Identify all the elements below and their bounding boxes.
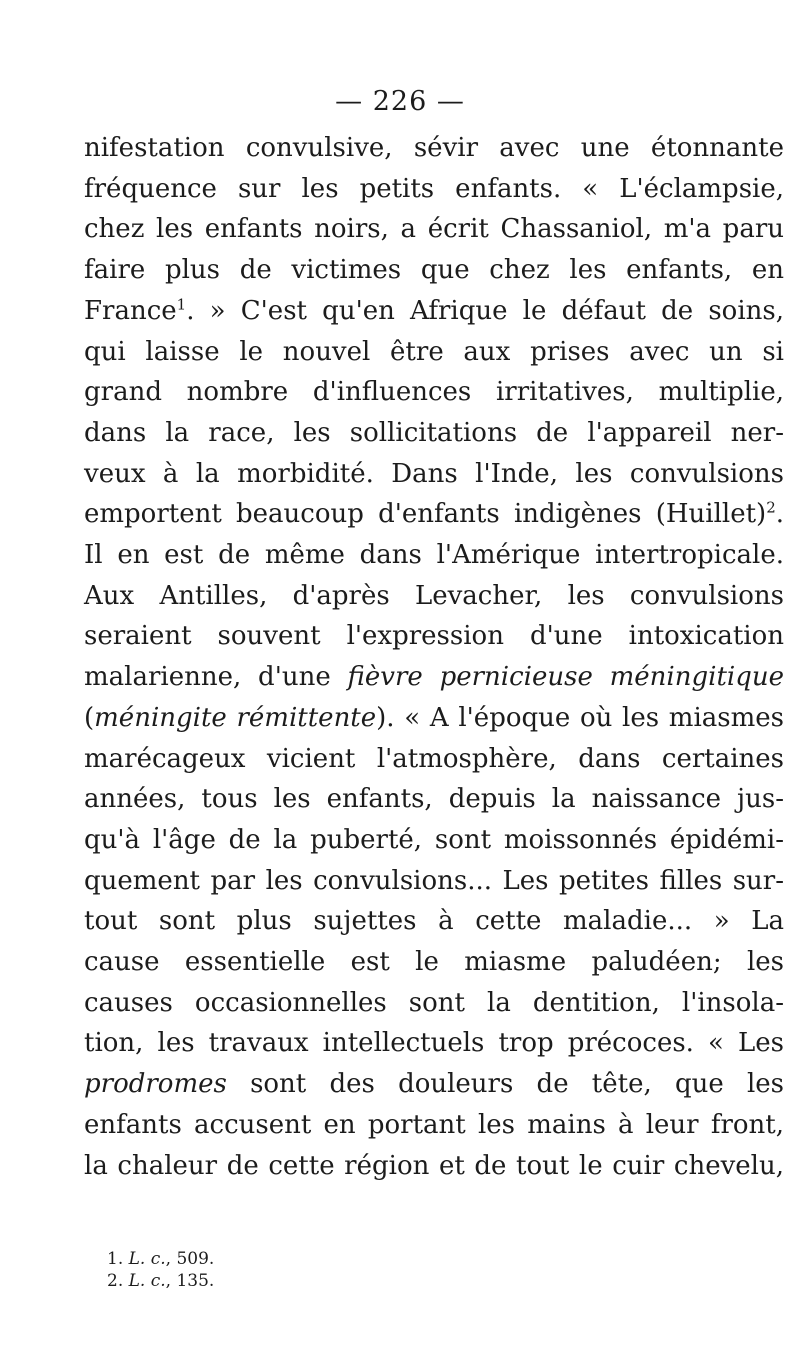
line-text: tion, les travaux intellectuels trop précoces. « Les [84, 1028, 784, 1059]
footnote-reference: 2 [766, 498, 776, 517]
text-line [84, 901, 784, 942]
footnote-number: 1. [107, 1249, 124, 1269]
page-number: — 226 — [335, 86, 465, 117]
line-text: nifestation convulsive, sévir avec une étonnante [84, 133, 784, 163]
line-text: emportent beaucoup d'enfants indigènes (Huillet) [84, 499, 767, 530]
footnote-citation: L. c. [128, 1249, 166, 1269]
text-line [84, 250, 784, 291]
text-line [84, 1064, 784, 1105]
text-line [84, 1105, 784, 1146]
line-text: qu'à l'âge de la puberté, sont moissonnés épidémi- [84, 824, 784, 855]
line-text: Aux Antilles, d'après Levacher, les convulsions [84, 580, 784, 611]
text-line [84, 413, 784, 454]
text-line [84, 332, 784, 373]
text-line [84, 291, 784, 332]
line-text: causes occasionnelles sont la dentition, l'insola- [84, 987, 784, 1018]
line-text: sont des douleurs de tête, que les [226, 1069, 784, 1100]
line-text: fréquence sur les petits enfants. « L'éclampsie, [84, 173, 784, 204]
text-line [84, 128, 784, 169]
footnote-number: 2. [107, 1271, 124, 1291]
line-text: quement par les convulsions... Les petites filles sur- [84, 865, 784, 896]
text-line [84, 861, 784, 902]
footnote [107, 1248, 507, 1270]
text-line [84, 1023, 784, 1064]
italic-text: prodromes [84, 1069, 227, 1100]
line-text: veux à la morbidité. Dans l'Inde, les convulsions [84, 458, 784, 489]
line-text: la chaleur de cette région et de tout le cuir chevelu, [84, 1150, 784, 1181]
text-line [84, 657, 784, 698]
line-text: ( [84, 702, 95, 733]
line-text: Il en est de même dans l'Amérique intertropicale. [84, 540, 784, 571]
footnote-citation: L. c. [128, 1271, 166, 1291]
text-line [84, 535, 784, 576]
text-line [84, 169, 784, 210]
line-text: qui laisse le nouvel être aux prises avec un si [84, 336, 784, 367]
line-text: cause essentielle est le miasme paludéen; les [84, 947, 784, 978]
line-text: marécageux vicient l'atmosphère, dans certaines [84, 743, 784, 774]
text-line [84, 494, 784, 535]
line-text: enfants accusent en portant les mains à leur front, [84, 1109, 784, 1140]
footnote-page: , 509. [165, 1249, 215, 1269]
line-text: seraient souvent l'expression d'une intoxication [84, 621, 784, 652]
line-text: malarienne, d'une [84, 662, 348, 693]
footnote-page: , 135. [165, 1271, 215, 1291]
text-line [84, 739, 784, 780]
line-text: ). « A l'époque où les miasmes [376, 702, 784, 733]
footnote [107, 1270, 507, 1292]
text-line [84, 820, 784, 861]
text-line [84, 576, 784, 617]
footnotes [107, 1248, 507, 1292]
text-line [84, 1146, 784, 1187]
line-text: années, tous les enfants, depuis la naissance jus- [84, 784, 784, 815]
footnote-reference: 1 [176, 295, 187, 314]
line-text: . » C'est qu'en Afrique le défaut de soins, [186, 295, 784, 326]
text-line [84, 698, 784, 739]
line-text: . [775, 499, 784, 530]
text-line [84, 209, 784, 250]
text-line [84, 779, 784, 820]
body-text [84, 128, 784, 1186]
line-text: dans la race, les sollicitations de l'appareil ner- [84, 417, 784, 448]
line-text: faire plus de victimes que chez les enfants, en [84, 255, 784, 286]
line-text: tout sont plus sujettes à cette maladie... » La [84, 906, 784, 937]
italic-text: méningite rémittente [94, 702, 377, 733]
text-line [84, 983, 784, 1024]
text-line [84, 942, 784, 983]
line-text: grand nombre d'influences irritatives, multiplie, [84, 377, 784, 408]
line-text: chez les enfants noirs, a écrit Chassaniol, m'a paru [84, 214, 784, 245]
text-line [84, 616, 784, 657]
italic-text: fièvre pernicieuse méningitique [347, 662, 784, 693]
text-line [84, 372, 784, 413]
line-text: France [84, 295, 177, 326]
text-line [84, 454, 784, 495]
